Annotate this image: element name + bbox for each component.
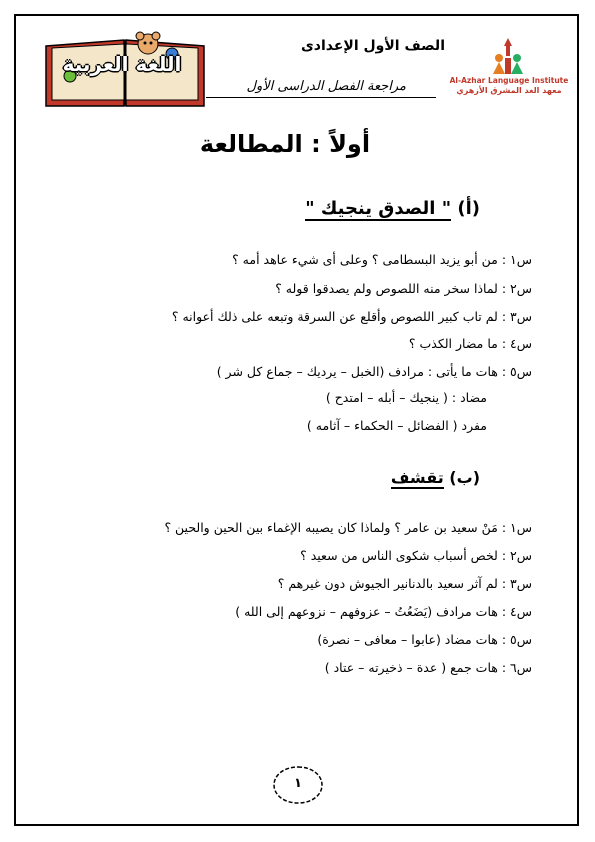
section-b-label: (ب) — [449, 468, 480, 487]
section-a-title: " الصدق ينجيك " — [305, 198, 452, 219]
question: س٥ : هات ما يأتى : مرادف (الخبل – يرديك – جماع كل شر ) — [216, 364, 532, 379]
grade-label: الصف الأول الإعدادى — [300, 38, 445, 54]
header-divider — [206, 97, 436, 98]
institute-name-ar: معهد الغد المشرق الأزهري — [456, 86, 562, 95]
question: س١ : مَنْ سعيد بن عامر ؟ ولماذا كان يصيبه الإغماء بين الحين والحين ؟ — [164, 520, 532, 535]
review-label: مراجعة الفصل الدراسى الأول — [246, 79, 406, 94]
question: س٢ : لخص أسباب شكوى الناس من سعيد ؟ — [300, 548, 532, 563]
page-title: أولاً : المطالعة — [199, 130, 371, 158]
question: س٦ : هات جمع ( عدة – ذخيرته – عتاد ) — [324, 660, 532, 675]
question: س٥ : هات مضاد (عابوا – معافى – نصرة) — [317, 632, 532, 647]
question: س١ : من أبو يزيد البسطامى ؟ وعلى أى شيء عاهد أمه ؟ — [232, 252, 532, 267]
page-number — [272, 765, 324, 805]
section-b-heading — [380, 468, 480, 487]
institute-emblem-icon — [489, 36, 527, 76]
section-a-label: (أ) — [457, 198, 480, 219]
question-subitem: مفرد ( الفضائل – الحكماء – آثامه ) — [306, 418, 487, 433]
institute-logo — [449, 36, 569, 98]
question: س٤ : ما مضار الكذب ؟ — [408, 336, 532, 351]
question: س٣ : لم آثر سعيد بالدنانير الجيوش دون غيرهم ؟ — [277, 576, 532, 591]
question-subitem: مضاد : ( ينجيك – أبله – امتدح ) — [325, 390, 487, 405]
question: س٣ : لم تاب كبير اللصوص وأقلع عن السرقة وتبعه على ذلك أعوانه ؟ — [171, 309, 532, 324]
subject-badge: اللغة العربية — [62, 52, 182, 76]
institute-name-en: Al-Azhar Language Institute — [449, 76, 569, 85]
question: س٢ : لماذا سخر منه اللصوص ولم يصدقوا قوله ؟ — [275, 281, 532, 296]
page-number-text: ١ — [294, 776, 302, 791]
section-a-heading — [300, 198, 480, 219]
question: س٤ : هات مرادف (يَضَعُتُ – عزوفهم – نزوعهم إلى الله ) — [235, 604, 532, 619]
section-b-title: تقشف — [390, 468, 444, 487]
